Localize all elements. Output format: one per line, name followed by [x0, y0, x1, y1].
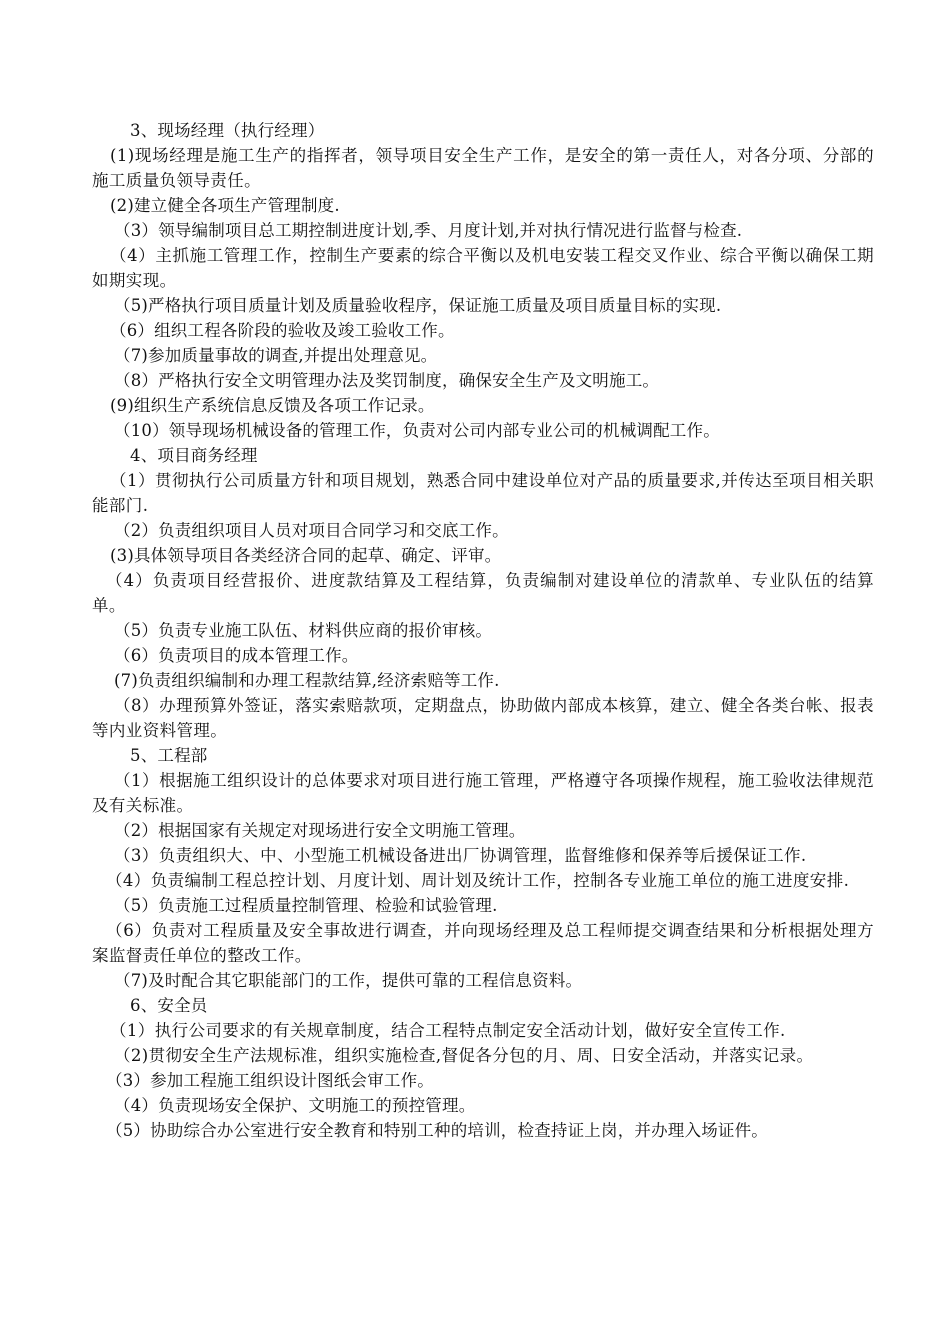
list-item: (9)组织生产系统信息反馈及各项工作记录。 — [110, 396, 435, 415]
list-item: （4）主抓施工管理工作，控制生产要素的综合平衡以及机电安装工程交叉作业、综合平衡以确保工期如期实现。 — [92, 246, 874, 290]
list-item: （4）负责现场安全保护、文明施工的预控管理。 — [114, 1096, 476, 1115]
list-item: （5)严格执行项目质量计划及质量验收程序，保证施工质量及项目质量目标的实现. — [114, 296, 722, 315]
list-item: （2)贯彻安全生产法规标准，组织实施检查,督促各分包的月、周、日安全活动，并落实记录。 — [114, 1046, 814, 1065]
list-item: （8）办理预算外签证，落实索赔款项，定期盘点，协助做内部成本核算，建立、健全各类台帐、报表等内业资料管理。 — [92, 696, 874, 740]
section-heading: 6、安全员 — [130, 996, 208, 1015]
list-item: （7)参加质量事故的调查,并提出处理意见。 — [114, 346, 438, 365]
list-item: （1）执行公司要求的有关规章制度，结合工程特点制定安全活动计划，做好安全宣传工作. — [110, 1021, 786, 1040]
list-item: （3）负责组织大、中、小型施工机械设备进出厂协调管理，监督维修和保养等后援保证工作. — [114, 846, 807, 865]
list-item: （1）根据施工组织设计的总体要求对项目进行施工管理，严格遵守各项操作规程，施工验收法律规范及有关标准。 — [92, 771, 874, 815]
list-item: （5）协助综合办公室进行安全教育和特别工种的培训，检查持证上岗，并办理入场证件。 — [106, 1121, 768, 1140]
list-item: (1)现场经理是施工生产的指挥者，领导项目安全生产工作，是安全的第一责任人，对各分项、分部的施工质量负领导责任。 — [92, 146, 874, 190]
list-item: （1）贯彻执行公司质量方针和项目规划，熟悉合同中建设单位对产品的质量要求,并传达至项目相关职能部门. — [92, 471, 874, 515]
list-item: (2)建立健全各项生产管理制度. — [110, 196, 340, 215]
list-item: （3）领导编制项目总工期控制进度计划,季、月度计划,并对执行情况进行监督与检查. — [114, 221, 743, 240]
list-item: （10）领导现场机械设备的管理工作，负责对公司内部专业公司的机械调配工作。 — [114, 421, 720, 440]
list-item: （2）负责组织项目人员对项目合同学习和交底工作。 — [114, 521, 509, 540]
list-item: （5）负责施工过程质量控制管理、检验和试验管理. — [114, 896, 498, 915]
list-item: （4）负责编制工程总控计划、月度计划、周计划及统计工作，控制各专业施工单位的施工进度安排. — [106, 871, 850, 890]
list-item: (3)具体领导项目各类经济合同的起草、确定、评审。 — [110, 546, 502, 565]
section-heading: 4、项目商务经理 — [130, 446, 258, 465]
list-item: （4）负责项目经营报价、进度款结算及工程结算，负责编制对建设单位的清款单、专业队伍的结算单。 — [92, 571, 874, 615]
list-item: （2）根据国家有关规定对现场进行安全文明施工管理。 — [114, 821, 526, 840]
list-item: （8）严格执行安全文明管理办法及奖罚制度，确保安全生产及文明施工。 — [114, 371, 660, 390]
list-item: （7)及时配合其它职能部门的工作，提供可靠的工程信息资料。 — [114, 971, 583, 990]
list-item: （5）负责专业施工队伍、材料供应商的报价审核。 — [114, 621, 493, 640]
list-item: （6）负责对工程质量及安全事故进行调查，并向现场经理及总工程师提交调查结果和分析根据处理方案监督责任单位的整改工作。 — [92, 921, 874, 965]
list-item: （3）参加工程施工组织设计图纸会审工作。 — [106, 1071, 434, 1090]
list-item: （6）组织工程各阶段的验收及竣工验收工作。 — [110, 321, 455, 340]
list-item: (7)负责组织编制和办理工程款结算,经济索赔等工作. — [114, 671, 500, 690]
section-heading: 3、现场经理（执行经理） — [130, 121, 325, 140]
list-item: （6）负责项目的成本管理工作。 — [114, 646, 359, 665]
section-heading: 5、工程部 — [130, 746, 208, 765]
document-page — [92, 118, 874, 1143]
